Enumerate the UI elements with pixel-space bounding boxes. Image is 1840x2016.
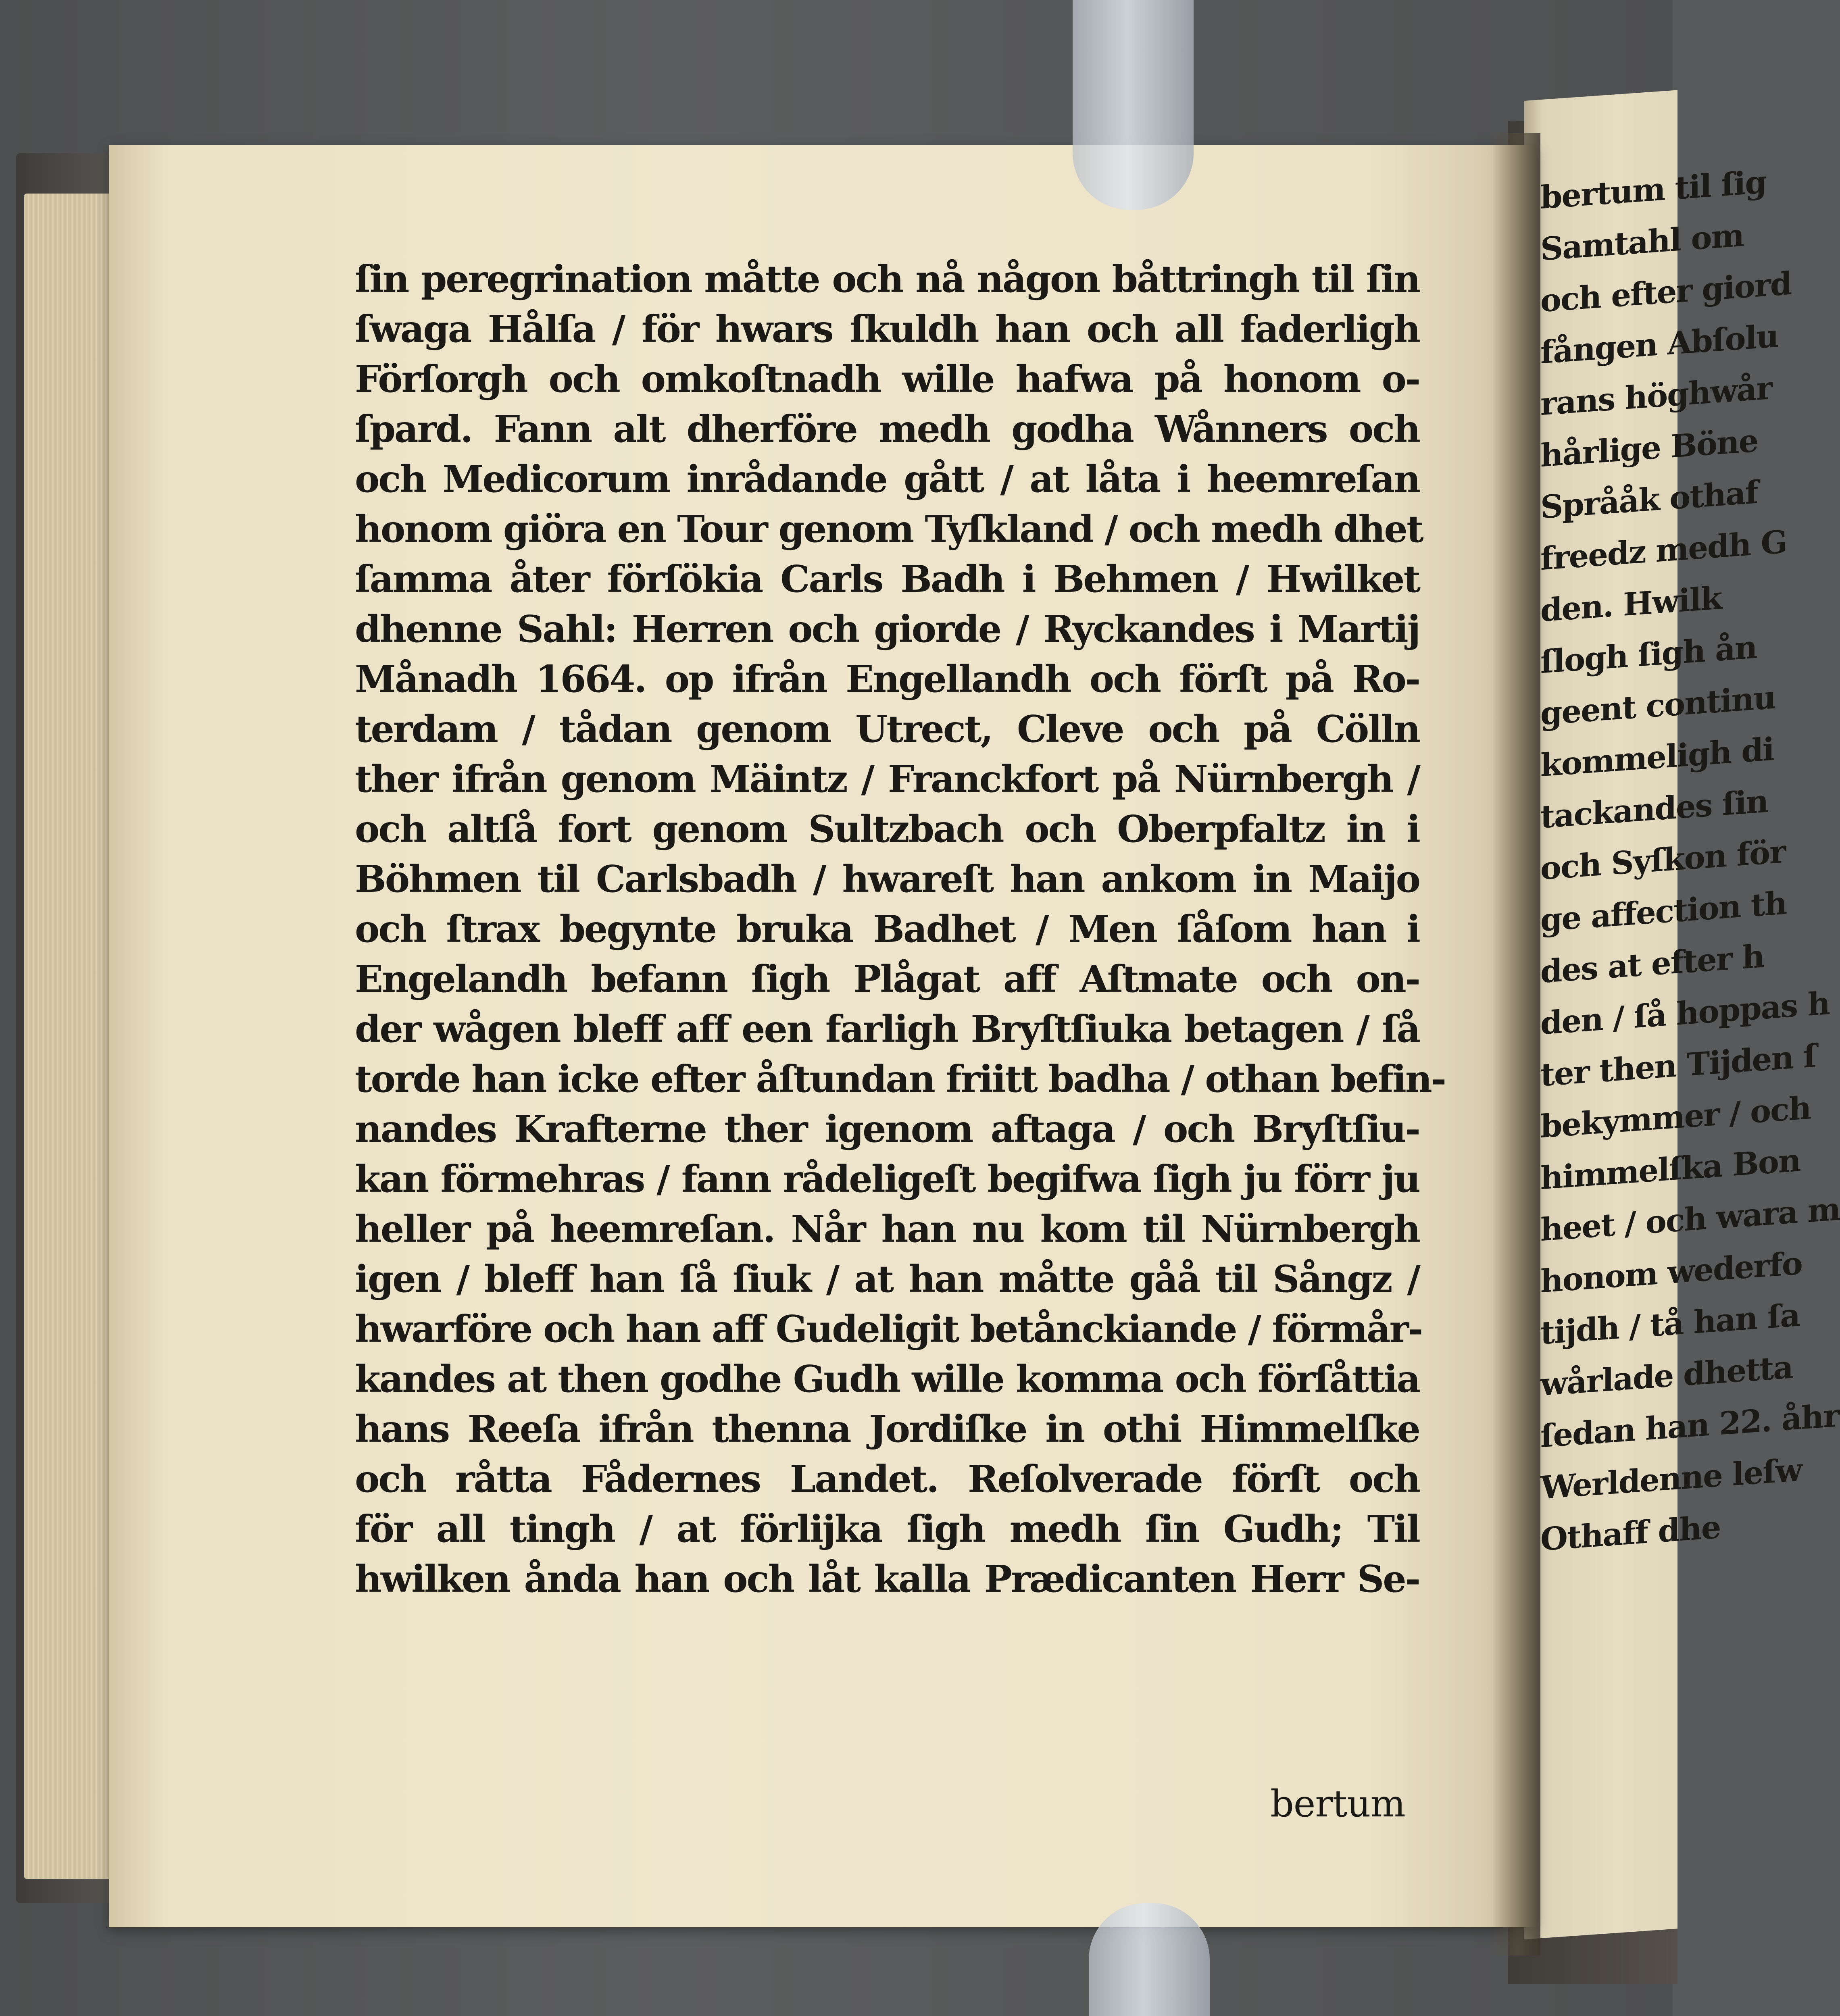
facing-page-line: wårlade dhetta (1540, 1349, 1793, 1404)
facing-page (1524, 90, 1840, 1939)
text-line: Månadh 1664. op ifrån Engellandh och förſt på Ro- (355, 657, 1419, 701)
text-line: dhenne Sahl: Herren och giorde / Ryckandes i Martij (355, 607, 1419, 651)
text-line: ther ifrån genom Mäintz / Franckfort på Nürnbergh / (355, 757, 1419, 801)
facing-page-line: tijdh / tå han ſa (1540, 1297, 1800, 1352)
text-line: Engelandh befann ſigh Plågat aff Aſtmate och on- (355, 957, 1419, 1001)
facing-page-line: och efter giord (1540, 265, 1792, 320)
text-line: ſamma åter förſökia Carls Badh i Behmen / Hwilket (355, 557, 1419, 601)
text-line: ſin peregrination måtte och nå någon båttringh til ſin (355, 257, 1419, 301)
text-line: och ſtrax begynte bruka Badhet / Men ſåſom han i (355, 907, 1419, 951)
facing-page-line: tackandes ſin (1540, 783, 1768, 836)
page-clip-bottom (1089, 1903, 1210, 2016)
text-line: och altſå fort genom Sultzbach och Oberpfaltz in i (355, 807, 1419, 851)
facing-page-line: bertum til ſig (1540, 164, 1766, 217)
facing-page-line: den / ſå hoppas h (1540, 985, 1830, 1042)
text-line: hwarföre och han aff Gudeligit betånckiande / förmår- (355, 1307, 1422, 1351)
facing-page-line: Samtahl om (1540, 217, 1744, 268)
facing-page-line: den. Hwilk (1540, 579, 1722, 629)
text-line: Förſorgh och omkoſtnadh wille hafwa på honom o- (355, 357, 1419, 401)
facing-page-line: heet / och wara m (1540, 1191, 1840, 1249)
text-line: hwilken ånda han och låt kalla Prædicanten Herr Se- (355, 1557, 1419, 1601)
facing-page-line: rans höghwår (1540, 370, 1772, 423)
text-line: torde han icke efter åſtundan friitt badha / othan befin- (355, 1057, 1445, 1101)
text-line: heller på heemreſan. Når han nu kom til Nürnbergh (355, 1207, 1419, 1251)
facing-page-line: och Syſkon för (1540, 833, 1786, 887)
page-clip-top (1073, 0, 1194, 210)
facing-page-line: freedz medh G (1540, 523, 1787, 578)
facing-page-line: geent continu (1540, 679, 1775, 733)
catchword: bertum (1270, 1782, 1405, 1825)
text-line: kandes at then godhe Gudh wille komma och förſåttia (355, 1357, 1419, 1401)
text-line: och råtta Fådernes Landet. Reſolverade förſt och (355, 1457, 1419, 1501)
page-text-block (355, 254, 1445, 1604)
facing-page-line: des at efter h (1540, 938, 1764, 991)
text-line: terdam / tådan genom Utrect, Cleve och på Cölln (355, 707, 1419, 751)
facing-page-line: honom wederfo (1540, 1245, 1802, 1300)
facing-page-line: bekymmer / och (1540, 1089, 1811, 1145)
facing-page-text (1540, 162, 1840, 1566)
facing-page-line: ſlogh ſigh ån (1540, 629, 1757, 681)
facing-page-line: Werldenne leſw (1540, 1451, 1802, 1507)
text-line: Böhmen til Carlsbadh / hwareſt han ankom in Maijo (355, 857, 1419, 901)
facing-page-line: Språåk othaf (1540, 474, 1758, 526)
facing-page-line: ter then Tijden ſ (1540, 1037, 1816, 1094)
text-line: ſpard. Fann alt dherföre medh godha Wånners och (355, 407, 1419, 451)
text-line: kan förmehras / fann rådeligeſt begifwa ſigh ju förr ju (355, 1157, 1419, 1201)
facing-page-line: himmelſka Bon (1540, 1142, 1800, 1197)
facing-page-line: kommeligh di (1540, 731, 1774, 784)
text-line: igen / bleff han ſå ſiuk / at han måtte gåå til Sångz / (355, 1257, 1419, 1301)
facing-page-line: Othaff dhe (1540, 1508, 1721, 1558)
page-gutter-shadow (1492, 133, 1540, 1956)
text-line: för all tingh / at förlijka ſigh medh ſin Gudh; Til (355, 1507, 1419, 1551)
text-line: nandes Krafterne ther igenom aftaga / och Bryſtſiu- (355, 1107, 1419, 1151)
text-line: ſwaga Hålſa / för hwars ſkuldh han och all faderligh (355, 307, 1419, 351)
facing-page-line: ge affection th (1540, 885, 1787, 939)
text-line: honom giöra en Tour genom Tyſkland / och medh dhet (355, 507, 1423, 551)
facing-page-line: hårlige Böne (1540, 422, 1758, 475)
text-line: hans Reeſa ifrån thenna Jordiſke in othi Himmelſke (355, 1407, 1419, 1451)
text-line: der wågen bleff aff een farligh Bryſtſiuka betagen / ſå (355, 1007, 1419, 1051)
facing-page-line: ſedan han 22. åhr (1540, 1397, 1839, 1455)
facing-page-line: fången Abſolu (1540, 317, 1778, 371)
text-line: och Medicorum inrådande gått / at låta i heemreſan (355, 457, 1419, 501)
